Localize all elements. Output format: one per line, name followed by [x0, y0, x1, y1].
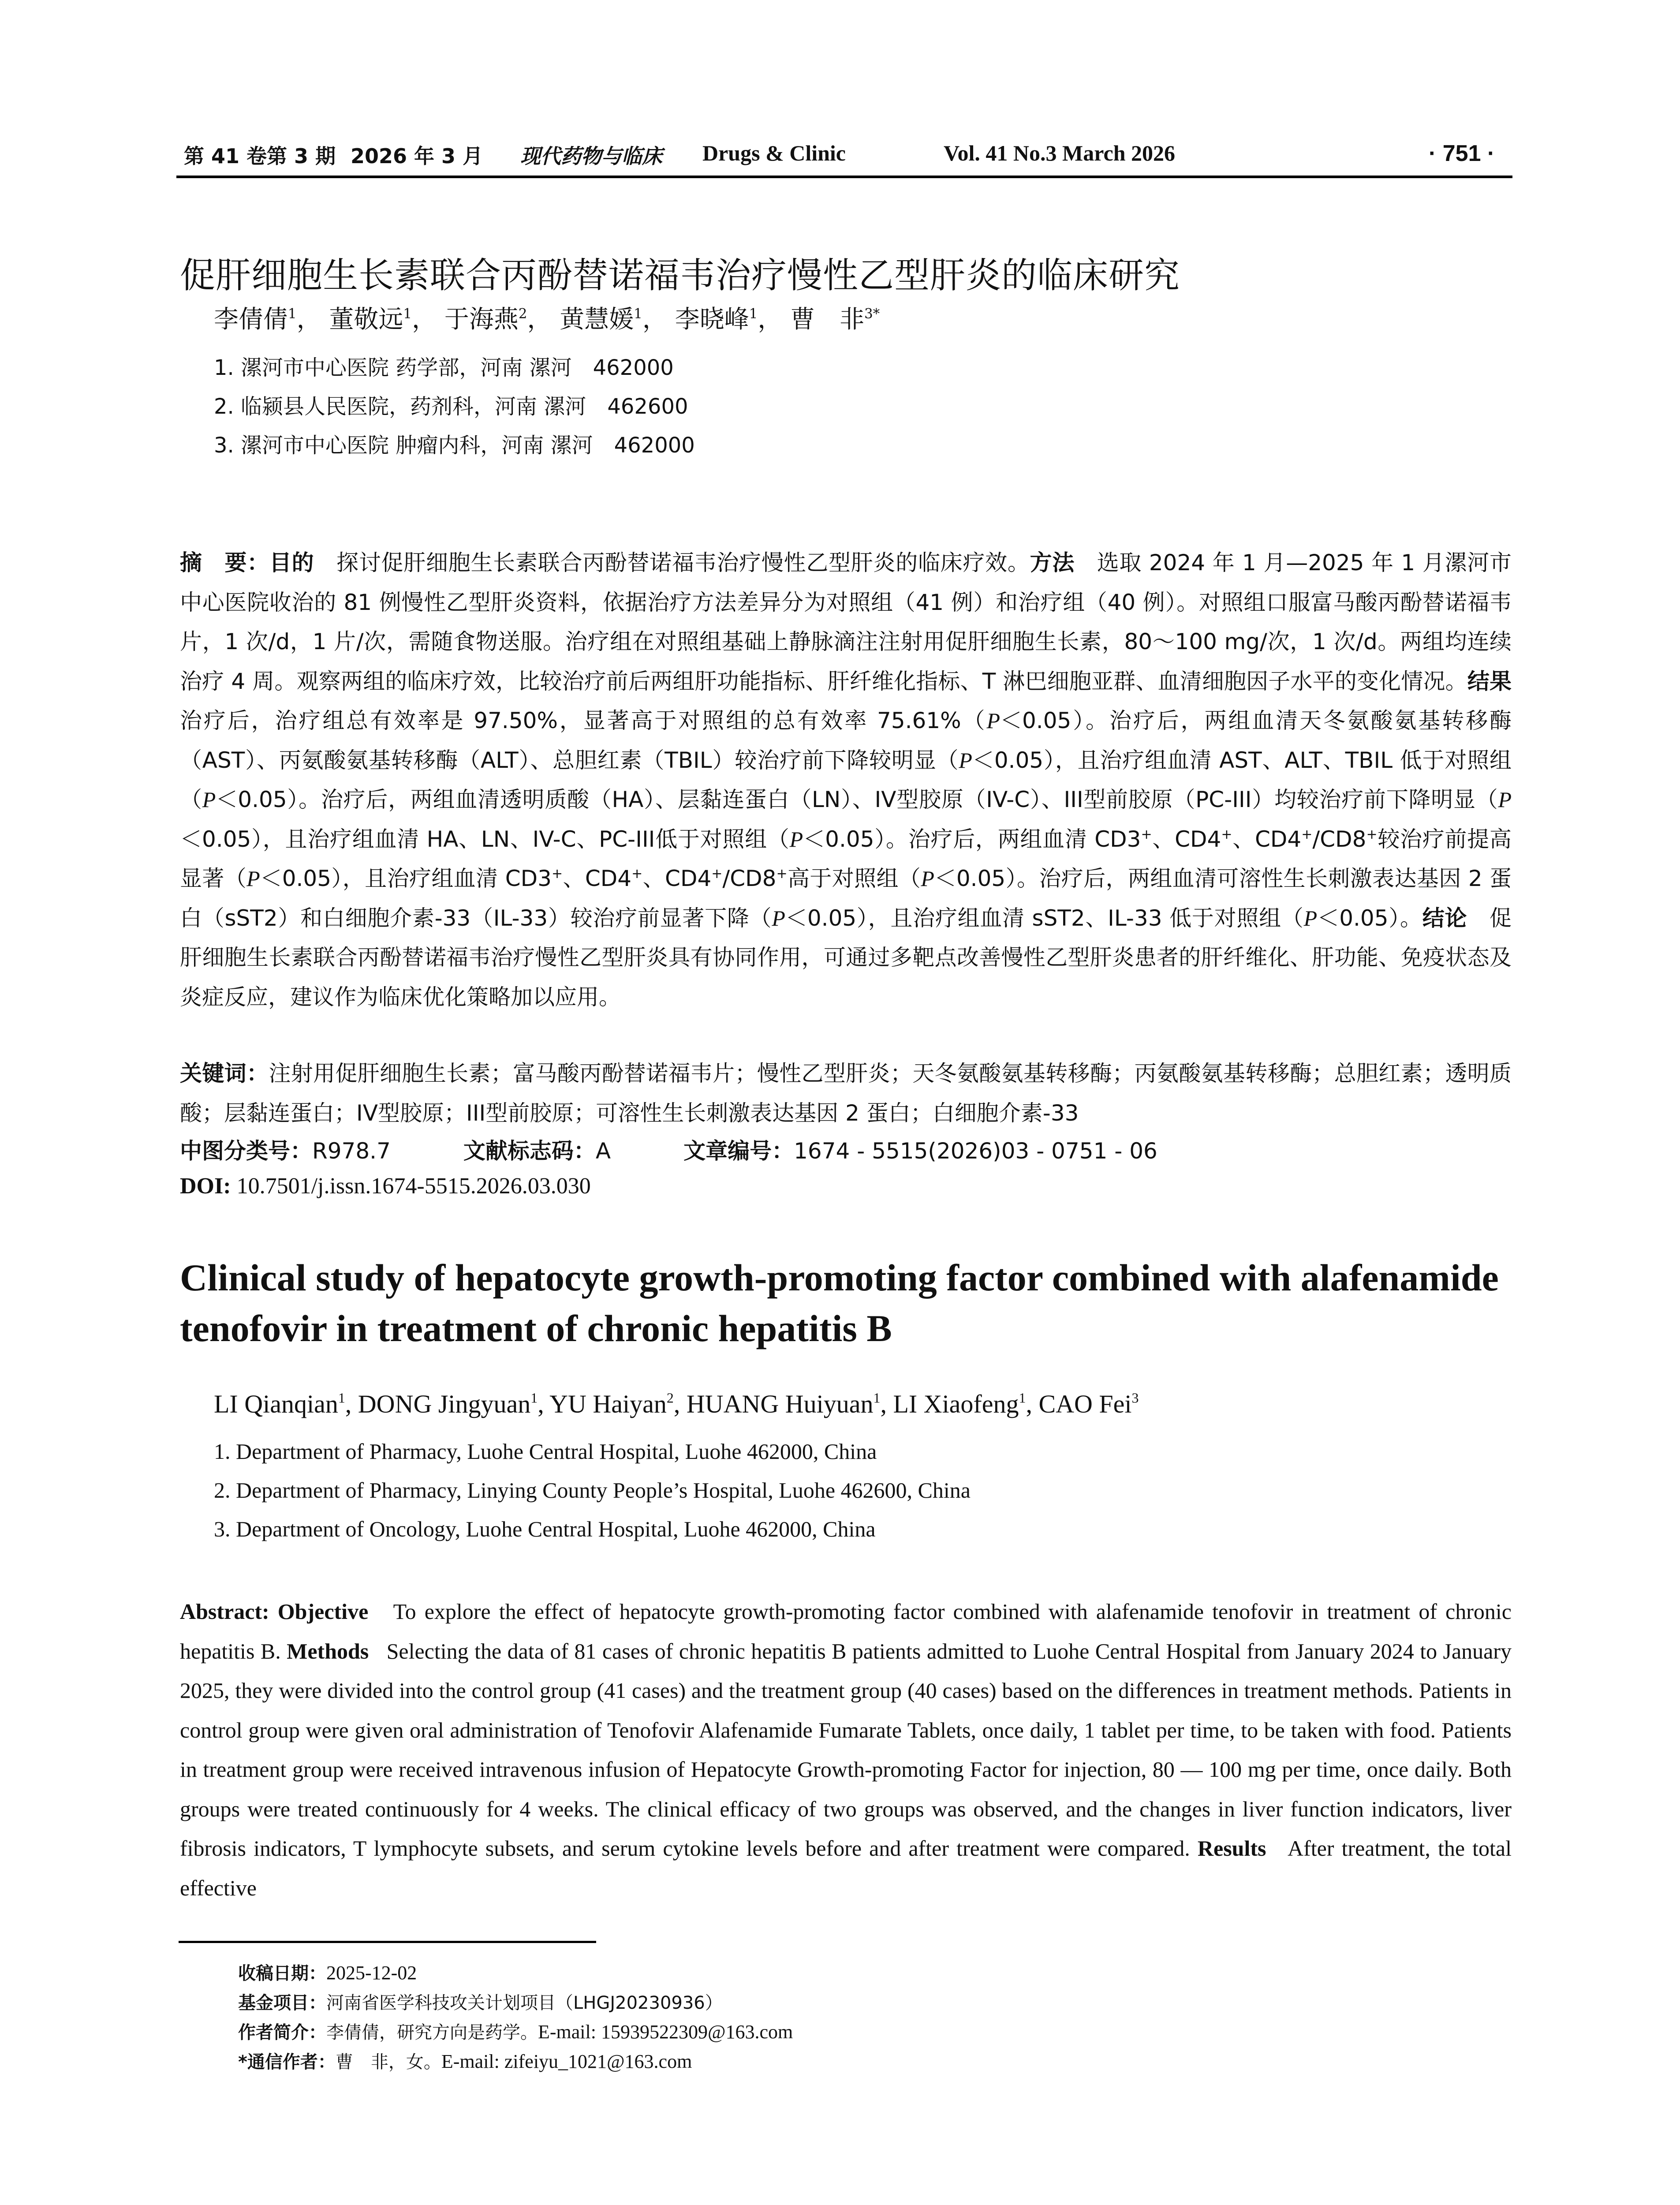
article-no-value: 1674 - 5515(2026)03 - 0751 - 06	[794, 1138, 1157, 1164]
received-label: 收稿日期：	[238, 1963, 326, 1984]
author-aff-en: 1	[338, 1390, 345, 1406]
page-number: · 751 ·	[1429, 141, 1495, 166]
classification-row	[180, 1133, 1157, 1165]
results-text-cn: ＜0.05）。治疗后，两组血清透明质酸（HA）、层黏连蛋白（LN）、IV型胶原（IV-C）、III型前胶原（PC-III）均较治疗前下降明显（	[216, 787, 1498, 812]
affiliation-en-2: 2. Department of Pharmacy, Linying County People’s Hospital, Luohe 462600, China	[214, 1478, 971, 1502]
doi-label: DOI:	[180, 1174, 231, 1199]
author-aff-cn: 2	[518, 306, 527, 322]
p-symbol: P	[1498, 787, 1512, 812]
bio-email[interactable]: E-mail: 15939522309@163.com	[538, 2021, 793, 2043]
affiliation-cn-3: 3. 漯河市中心医院 肿瘤内科，河南 漯河 462000	[214, 433, 695, 458]
author-aff-en: 3	[1131, 1390, 1139, 1406]
author-cn: 于海燕	[444, 305, 519, 334]
author-en: LI Xiaofeng	[893, 1390, 1019, 1418]
footnote-received	[238, 1959, 417, 1984]
p-symbol: P	[921, 866, 934, 891]
author-aff-cn: 1	[749, 306, 758, 322]
authors-cn: 李倩倩$^1$， 董敬远$^1$， 于海燕$^2$， 黄慧媛$^1$， 李晓峰$^1$， 曹 非$^{3*}$	[214, 305, 880, 334]
results-text-cn: ＜0.05）。治疗后，两组血清可溶性生长刺激表达基因 2 蛋白（sST2）和白细胞介素-33（IL-33）较治疗前显著下降（	[180, 866, 1512, 931]
results-text-cn: 高于对照组（	[787, 866, 921, 891]
results-label-cn: 结果	[1467, 668, 1512, 694]
author-aff-en: 1	[873, 1390, 881, 1406]
clc-value: R978.7	[312, 1138, 391, 1164]
author-en: YU Haiyan	[549, 1390, 667, 1418]
results-text-cn: ＜0.05），且治疗组血清 AST、ALT、TBIL 低于对照组（	[180, 747, 1512, 812]
results-text-cn: ＜0.05），且治疗组血清 sST2、IL-33 低于对照组（	[785, 905, 1304, 931]
p-symbol: P	[1303, 905, 1318, 931]
doc-code-label: 文献标志码：	[463, 1138, 596, 1164]
running-header	[179, 140, 1512, 171]
received-value: 2025-12-02	[326, 1962, 417, 1984]
results-label-en: Results	[1197, 1836, 1266, 1861]
affiliation-en-1: 1. Department of Pharmacy, Luohe Central Hospital, Luohe 462000, China	[214, 1439, 877, 1464]
affiliation-cn-1: 1. 漯河市中心医院 药学部，河南 漯河 462000	[214, 355, 674, 380]
header-date-cn: 2026 年 3 月	[351, 144, 483, 168]
author-aff-en: 1	[1019, 1390, 1026, 1406]
methods-label-en: Methods	[287, 1638, 369, 1663]
results-text-cn: ＜0.05），且治疗组血清 HA、LN、IV-C、PC-III低于对照组（	[180, 826, 790, 852]
author-aff-cn: 1	[288, 306, 297, 322]
corr-value: 曹 非，女。	[335, 2052, 441, 2072]
results-text-cn: ＜0.05）。	[1317, 905, 1422, 931]
superscript-plus: +	[776, 866, 788, 882]
doi-value[interactable]: 10.7501/j.issn.1674-5515.2026.03.030	[231, 1174, 591, 1199]
superscript-plus: +	[631, 866, 643, 882]
objective-label-cn: 目的	[269, 550, 314, 576]
methods-text-cn: 选取 2024 年 1 月—2025 年 1 月漯河市中心医院收治的 81 例慢性乙型肝炎资料，依据治疗方法差异分为对照组（41 例）和治疗组（40 例）。对照组口服富马酸丙酚替诺福韦片，1 次/d，1 片/次，需随食物送服。治疗组在对照组基础上静脉滴注注射用促肝细胞生长素，80～100 mg/次，1 次/d。两组均连续治疗 4 周。观察两组的临床疗效，比较治疗前后两组肝功能指标、肝纤维化指标、T 淋巴细胞亚群、血清细胞因子水平的变化情况。	[180, 550, 1512, 694]
title-cn: 促肝细胞生长素联合丙酚替诺福韦治疗慢性乙型肝炎的临床研究	[180, 255, 1180, 296]
methods-label-cn: 方法	[1030, 550, 1075, 576]
header-journal-cn: 现代药物与临床	[520, 144, 662, 168]
bio-value: 李倩倩，研究方向是药学。	[326, 2022, 538, 2043]
superscript-plus: +	[1221, 826, 1232, 842]
results-text-cn: /CD8	[1312, 826, 1366, 852]
header-journal-en: Drugs & Clinic	[702, 141, 846, 165]
title-en: Clinical study of hepatocyte growth-promoting factor combined with alafenamide tenofovir in treatment of chronic hepatitis B	[180, 1256, 1499, 1349]
author-cn: 李晓峰	[675, 305, 749, 334]
header-volume-issue-en: Vol. 41 No.3 March 2026	[944, 141, 1175, 165]
results-text-cn: ＜0.05），且治疗组血清 CD3	[260, 866, 552, 891]
author-cn: 曹 非	[790, 305, 865, 334]
abstract-en-label: Abstract: Objective	[180, 1599, 369, 1624]
footnote-corresponding	[238, 2048, 692, 2073]
author-en: CAO Fei	[1038, 1390, 1132, 1418]
doi	[180, 1173, 591, 1199]
conclusion-label-cn: 结论	[1422, 905, 1467, 931]
results-text-cn: ＜0.05）。治疗后，两组血清天冬氨酸氨基转移酶（AST）、丙氨酸氨基转移酶（ALT）、总胆红素（TBIL）较治疗前下降较明显（	[180, 708, 1512, 773]
results-text-cn: 、CD4	[1232, 826, 1302, 852]
header-volume-issue-cn: 第 41 卷第 3 期	[184, 144, 336, 168]
affiliation-cn-2: 2. 临颍县人民医院，药剂科，河南 漯河 462600	[214, 394, 688, 419]
doc-code-value: A	[595, 1138, 611, 1164]
p-symbol: P	[959, 747, 972, 773]
superscript-plus: +	[711, 866, 723, 882]
objective-text-cn: 探讨促肝细胞生长素联合丙酚替诺福韦治疗慢性乙型肝炎的临床疗效。	[336, 550, 1030, 576]
results-text-cn: 、CD4	[563, 866, 632, 891]
methods-text-en: Selecting the data of 81 cases of chronic hepatitis B patients admitted to Luohe Central Hospital from January 2024 to January 2025, they were divided into the control group (41 cases) and the treatment group (40 cases) based on the differences in treatment methods. Patients in control group were given oral administration of Tenofovir Alafenamide Fumarate Tablets, once daily, 1 tablet per time, to be taken with food. Patients in treatment group were received intravenous infusion of Hepatocyte Growth-promoting Factor for injection, 80 — 100 mg per time, once daily. Both groups were treated continuously for 4 weeks. The clinical efficacy of two groups was observed, and the changes in liver function indicators, liver fibrosis indicators, T lymphocyte subsets, and serum cytokine levels before and after treatment were compared.	[180, 1638, 1512, 1861]
p-symbol: P	[246, 866, 260, 891]
abstract-cn	[180, 543, 1512, 1017]
author-en: LI Qianqian	[214, 1390, 338, 1418]
results-text-cn: 、CD4	[642, 866, 712, 891]
footnote-rule	[179, 1941, 596, 1943]
fund-label: 基金项目：	[238, 1993, 326, 2013]
footnote-author-bio	[238, 2018, 793, 2044]
keywords-cn	[180, 1054, 1512, 1133]
p-symbol: P	[772, 905, 785, 931]
corr-label: *通信作者：	[238, 2052, 336, 2072]
bio-label: 作者简介：	[238, 2022, 326, 2043]
results-text-cn: 、CD4	[1152, 826, 1221, 852]
author-aff-en: 2	[666, 1390, 674, 1406]
footnote-fund	[238, 1989, 723, 2014]
superscript-plus: +	[1301, 826, 1313, 842]
results-text-cn: ＜0.05）。治疗后，两组血清 CD3	[803, 826, 1141, 852]
objective-text-en: To explore the effect of hepatocyte growth-promoting factor combined with alafenamide tenofovir in treatment of chronic hepatitis B.	[180, 1599, 1512, 1663]
header-rule	[176, 176, 1512, 178]
author-cn: 董敬远	[329, 305, 403, 334]
abstract-en	[180, 1592, 1512, 1908]
p-symbol: P	[986, 708, 1000, 733]
corr-email[interactable]: E-mail: zifeiyu_1021@163.com	[441, 2051, 692, 2072]
article-no-label: 文章编号：	[683, 1138, 794, 1164]
superscript-plus: +	[1366, 826, 1378, 842]
abstract-cn-label: 摘 要：	[180, 550, 269, 576]
author-aff-cn: 3*	[864, 306, 880, 322]
p-symbol: P	[202, 787, 216, 812]
author-aff-en: 1	[530, 1390, 538, 1406]
results-text-cn: /CD8	[722, 866, 777, 891]
author-cn: 李倩倩	[214, 305, 288, 334]
superscript-plus: +	[1141, 826, 1152, 842]
authors-en: LI Qianqian$^1$, DONG Jingyuan$^1$, YU Haiyan$^2$, HUANG Huiyuan$^1$, LI Xiaofeng$^1$, CAO Fei$^3$	[214, 1390, 1139, 1418]
author-aff-cn: 1	[634, 306, 642, 322]
author-en: HUANG Huiyuan	[686, 1390, 874, 1418]
keywords-text-cn: 注射用促肝细胞生长素；富马酸丙酚替诺福韦片；慢性乙型肝炎；天冬氨酸氨基转移酶；丙氨酸氨基转移酶；总胆红素；透明质酸；层黏连蛋白；IV型胶原；III型前胶原；可溶性生长刺激表达基因 2 蛋白；白细胞介素-33	[180, 1061, 1512, 1126]
superscript-plus: +	[551, 866, 563, 882]
author-en: DONG Jingyuan	[358, 1390, 531, 1418]
author-aff-cn: 1	[403, 306, 412, 322]
p-symbol: P	[789, 826, 803, 852]
affiliation-en-3: 3. Department of Oncology, Luohe Central Hospital, Luohe 462000, China	[214, 1517, 876, 1541]
results-text-cn: 较治疗前提高显著（	[180, 826, 1512, 891]
author-cn: 黄慧媛	[560, 305, 634, 334]
results-text-cn: 治疗后，治疗组总有效率是 97.50%，显著高于对照组的总有效率 75.61%（	[180, 708, 987, 733]
conclusion-text-cn: 促肝细胞生长素联合丙酚替诺福韦治疗慢性乙型肝炎具有协同作用，可通过多靶点改善慢性乙型肝炎患者的肝纤维化、肝功能、免疫状态及炎症反应，建议作为临床优化策略加以应用。	[180, 905, 1512, 1010]
fund-value: 河南省医学科技攻关计划项目（LHGJ20230936）	[326, 1993, 723, 2013]
clc-label: 中图分类号：	[180, 1138, 312, 1164]
keywords-label-cn: 关键词：	[180, 1061, 269, 1086]
results-text-en: After treatment, the total effective	[180, 1836, 1512, 1900]
